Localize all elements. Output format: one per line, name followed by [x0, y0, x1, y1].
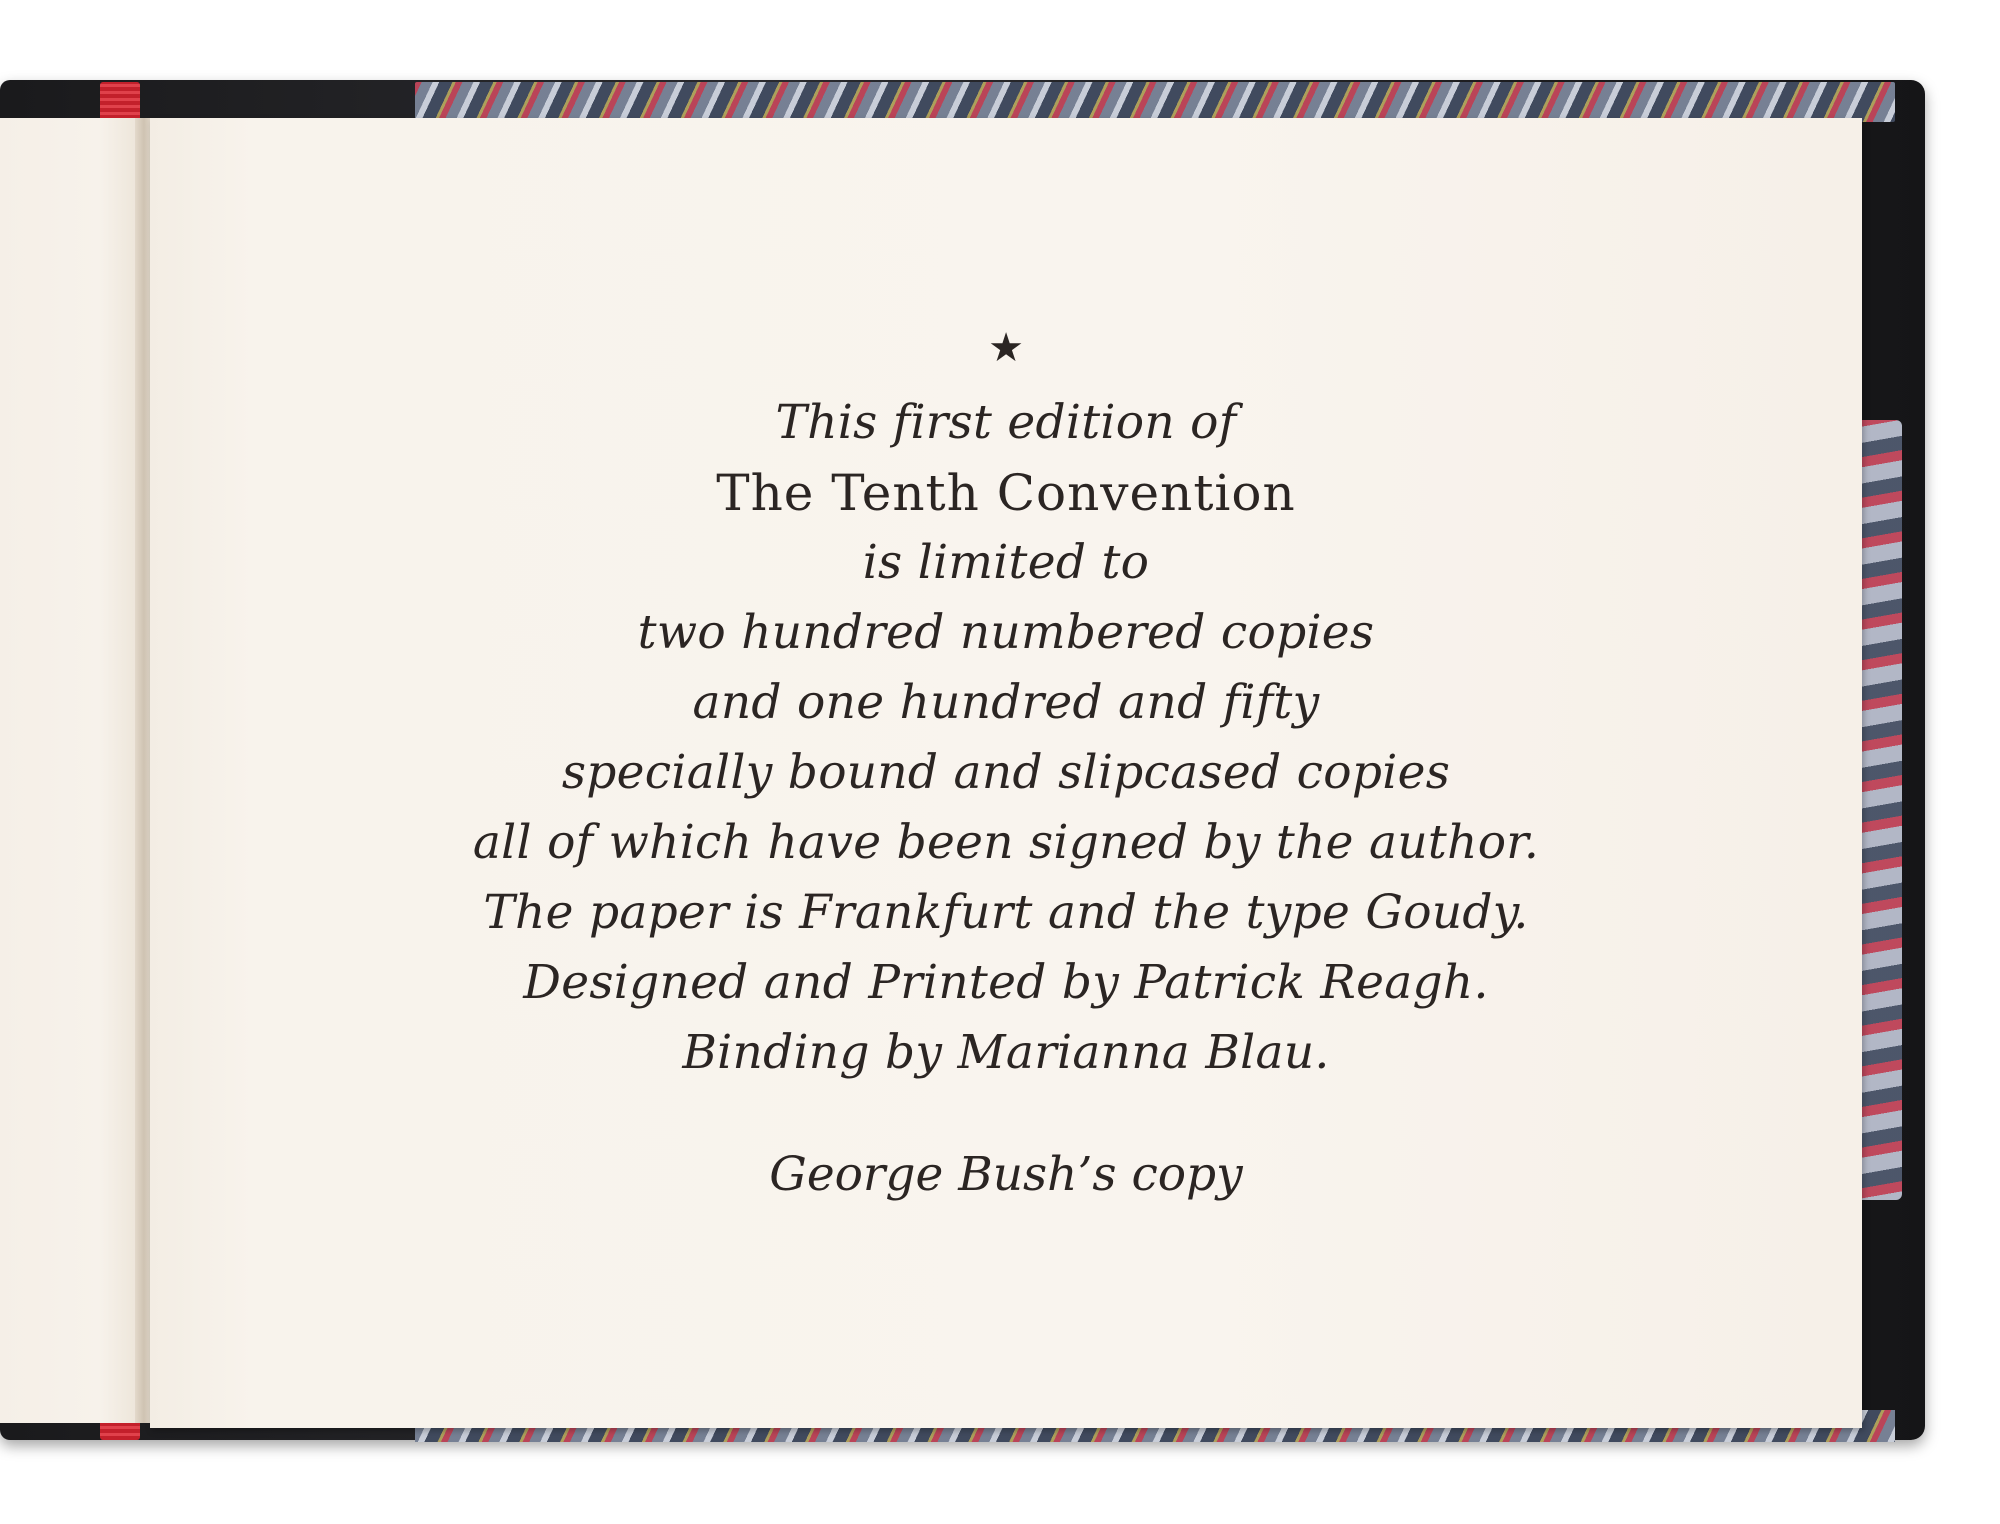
colophon-line: all of which have been signed by the author. [472, 815, 1540, 870]
colophon-line: specially bound and slipcased copies [561, 745, 1451, 800]
left-page [0, 118, 142, 1423]
colophon-line: Designed and Printed by Patrick Reagh. [523, 955, 1489, 1010]
colophon-line: Binding by Marianna Blau. [682, 1025, 1330, 1080]
colophon-line: This first edition of [775, 395, 1237, 450]
colophon-line: is limited to [862, 535, 1150, 590]
owner-inscription: George Bush’s copy [769, 1147, 1243, 1202]
colophon-line: and one hundred and fifty [692, 675, 1320, 730]
book-title: The Tenth Convention [716, 464, 1296, 522]
marbled-endpaper-top [415, 82, 1895, 122]
colophon [150, 318, 1862, 1210]
colophon-line: The paper is Frankfurt and the type Goudy. [483, 885, 1529, 940]
star-ornament-icon: ★ [988, 325, 1024, 371]
colophon-line: two hundred numbered copies [637, 605, 1375, 660]
